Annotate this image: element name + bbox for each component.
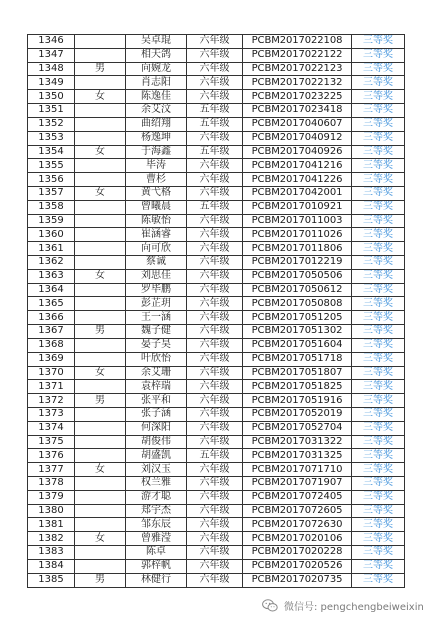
student-name-cell: 崔涵睿 bbox=[126, 228, 187, 242]
gender-cell bbox=[75, 76, 126, 90]
student-number-cell: 1368 bbox=[28, 338, 75, 352]
student-number-cell: 1354 bbox=[28, 145, 75, 159]
grade-cell: 五年级 bbox=[187, 117, 243, 131]
award-cell: 三等奖 bbox=[352, 242, 405, 256]
entry-code-cell: PCBM2017051205 bbox=[243, 311, 352, 325]
entry-code-cell: PCBM2017072605 bbox=[243, 504, 352, 518]
award-cell: 三等奖 bbox=[352, 131, 405, 145]
student-number-cell: 1378 bbox=[28, 477, 75, 491]
table-row bbox=[28, 573, 405, 587]
award-cell: 三等奖 bbox=[352, 173, 405, 187]
grade-cell: 六年级 bbox=[187, 269, 243, 283]
grade-cell: 六年级 bbox=[187, 559, 243, 573]
grade-cell: 六年级 bbox=[187, 463, 243, 477]
grade-cell: 六年级 bbox=[187, 546, 243, 560]
award-cell: 三等奖 bbox=[352, 90, 405, 104]
entry-code-cell: PCBM2017022132 bbox=[243, 76, 352, 90]
entry-code-cell: PCBM2017011003 bbox=[243, 214, 352, 228]
gender-cell bbox=[75, 407, 126, 421]
student-name-cell: 胡盛凯 bbox=[126, 449, 187, 463]
student-name-cell: 郑宇杰 bbox=[126, 504, 187, 518]
table-row bbox=[28, 62, 405, 76]
student-name-cell: 叶欣怡 bbox=[126, 352, 187, 366]
student-name-cell: 晏子昊 bbox=[126, 338, 187, 352]
entry-code-cell: PCBM2017022122 bbox=[243, 48, 352, 62]
award-cell: 三等奖 bbox=[352, 449, 405, 463]
student-number-cell: 1362 bbox=[28, 256, 75, 270]
gender-cell: 男 bbox=[75, 573, 126, 587]
gender-cell: 女 bbox=[75, 186, 126, 200]
grade-cell: 六年级 bbox=[187, 90, 243, 104]
student-name-cell: 刘汉玉 bbox=[126, 463, 187, 477]
table-row bbox=[28, 490, 405, 504]
grade-cell: 五年级 bbox=[187, 449, 243, 463]
award-cell: 三等奖 bbox=[352, 463, 405, 477]
entry-code-cell: PCBM2017042001 bbox=[243, 186, 352, 200]
gender-cell: 女 bbox=[75, 532, 126, 546]
entry-code-cell: PCBM2017072630 bbox=[243, 518, 352, 532]
table-row bbox=[28, 325, 405, 339]
student-name-cell: 黄弋格 bbox=[126, 186, 187, 200]
award-cell: 三等奖 bbox=[352, 490, 405, 504]
student-number-cell: 1380 bbox=[28, 504, 75, 518]
entry-code-cell: PCBM2017031322 bbox=[243, 435, 352, 449]
student-number-cell: 1353 bbox=[28, 131, 75, 145]
student-name-cell: 魏子健 bbox=[126, 325, 187, 339]
table-row bbox=[28, 214, 405, 228]
gender-cell bbox=[75, 256, 126, 270]
gender-cell: 女 bbox=[75, 463, 126, 477]
award-cell: 三等奖 bbox=[352, 159, 405, 173]
grade-cell: 六年级 bbox=[187, 159, 243, 173]
student-name-cell: 彭芷玥 bbox=[126, 297, 187, 311]
table-row bbox=[28, 48, 405, 62]
student-name-cell: 郭梓帆 bbox=[126, 559, 187, 573]
student-name-cell: 曹杉 bbox=[126, 173, 187, 187]
student-number-cell: 1375 bbox=[28, 435, 75, 449]
entry-code-cell: PCBM2017023225 bbox=[243, 90, 352, 104]
table-row bbox=[28, 338, 405, 352]
gender-cell bbox=[75, 311, 126, 325]
student-name-cell: 余艾汶 bbox=[126, 104, 187, 118]
gender-cell: 女 bbox=[75, 366, 126, 380]
student-name-cell: 刘思佳 bbox=[126, 269, 187, 283]
student-name-cell: 袁梓瑞 bbox=[126, 380, 187, 394]
award-cell: 三等奖 bbox=[352, 48, 405, 62]
award-cell: 三等奖 bbox=[352, 186, 405, 200]
grade-cell: 六年级 bbox=[187, 48, 243, 62]
student-name-cell: 吴卓琨 bbox=[126, 35, 187, 49]
award-cell: 三等奖 bbox=[352, 76, 405, 90]
student-name-cell: 罗毕鹏 bbox=[126, 283, 187, 297]
award-cell: 三等奖 bbox=[352, 559, 405, 573]
grade-cell: 五年级 bbox=[187, 104, 243, 118]
gender-cell: 男 bbox=[75, 325, 126, 339]
table-row bbox=[28, 104, 405, 118]
table-row bbox=[28, 477, 405, 491]
entry-code-cell: PCBM2017011806 bbox=[243, 242, 352, 256]
student-number-cell: 1347 bbox=[28, 48, 75, 62]
table-row bbox=[28, 228, 405, 242]
student-name-cell: 陈敏怡 bbox=[126, 214, 187, 228]
gender-cell bbox=[75, 35, 126, 49]
gender-cell bbox=[75, 504, 126, 518]
wechat-watermark bbox=[262, 598, 424, 613]
table-row bbox=[28, 407, 405, 421]
entry-code-cell: PCBM2017051916 bbox=[243, 394, 352, 408]
gender-cell bbox=[75, 242, 126, 256]
gender-cell bbox=[75, 518, 126, 532]
student-number-cell: 1367 bbox=[28, 325, 75, 339]
student-number-cell: 1366 bbox=[28, 311, 75, 325]
award-cell: 三等奖 bbox=[352, 338, 405, 352]
entry-code-cell: PCBM2017051302 bbox=[243, 325, 352, 339]
grade-cell: 六年级 bbox=[187, 228, 243, 242]
entry-code-cell: PCBM2017010921 bbox=[243, 200, 352, 214]
table-row bbox=[28, 435, 405, 449]
grade-cell: 六年级 bbox=[187, 490, 243, 504]
grade-cell: 六年级 bbox=[187, 325, 243, 339]
entry-code-cell: PCBM2017040607 bbox=[243, 117, 352, 131]
table-row bbox=[28, 159, 405, 173]
student-number-cell: 1355 bbox=[28, 159, 75, 173]
watermark-text: 微信号: pengchengbeiweixin bbox=[284, 602, 424, 613]
grade-cell: 六年级 bbox=[187, 173, 243, 187]
grade-cell: 六年级 bbox=[187, 352, 243, 366]
entry-code-cell: PCBM2017051604 bbox=[243, 338, 352, 352]
award-cell: 三等奖 bbox=[352, 297, 405, 311]
award-cell: 三等奖 bbox=[352, 380, 405, 394]
grade-cell: 六年级 bbox=[187, 338, 243, 352]
student-number-cell: 1351 bbox=[28, 104, 75, 118]
entry-code-cell: PCBM2017040926 bbox=[243, 145, 352, 159]
award-cell: 三等奖 bbox=[352, 62, 405, 76]
entry-code-cell: PCBM2017023418 bbox=[243, 104, 352, 118]
student-name-cell: 陈逸佳 bbox=[126, 90, 187, 104]
results-table bbox=[27, 34, 405, 588]
table-row bbox=[28, 131, 405, 145]
entry-code-cell: PCBM2017071710 bbox=[243, 463, 352, 477]
gender-cell: 女 bbox=[75, 90, 126, 104]
student-number-cell: 1377 bbox=[28, 463, 75, 477]
table-row bbox=[28, 380, 405, 394]
student-number-cell: 1350 bbox=[28, 90, 75, 104]
gender-cell: 女 bbox=[75, 269, 126, 283]
award-cell: 三等奖 bbox=[352, 435, 405, 449]
student-name-cell: 曾曦晨 bbox=[126, 200, 187, 214]
table-row bbox=[28, 504, 405, 518]
entry-code-cell: PCBM2017012219 bbox=[243, 256, 352, 270]
grade-cell: 六年级 bbox=[187, 131, 243, 145]
table-row bbox=[28, 518, 405, 532]
student-number-cell: 1365 bbox=[28, 297, 75, 311]
wechat-icon bbox=[262, 599, 278, 612]
gender-cell bbox=[75, 490, 126, 504]
grade-cell: 五年级 bbox=[187, 200, 243, 214]
table-row bbox=[28, 532, 405, 546]
student-number-cell: 1372 bbox=[28, 394, 75, 408]
student-name-cell: 向婉龙 bbox=[126, 62, 187, 76]
gender-cell bbox=[75, 104, 126, 118]
student-number-cell: 1374 bbox=[28, 421, 75, 435]
gender-cell bbox=[75, 214, 126, 228]
entry-code-cell: PCBM2017011026 bbox=[243, 228, 352, 242]
student-number-cell: 1373 bbox=[28, 407, 75, 421]
gender-cell bbox=[75, 200, 126, 214]
award-cell: 三等奖 bbox=[352, 421, 405, 435]
gender-cell bbox=[75, 338, 126, 352]
award-cell: 三等奖 bbox=[352, 145, 405, 159]
student-name-cell: 游才聪 bbox=[126, 490, 187, 504]
student-name-cell: 曾雅滢 bbox=[126, 532, 187, 546]
entry-code-cell: PCBM2017031325 bbox=[243, 449, 352, 463]
grade-cell: 六年级 bbox=[187, 283, 243, 297]
table-row bbox=[28, 76, 405, 90]
grade-cell: 六年级 bbox=[187, 62, 243, 76]
gender-cell bbox=[75, 449, 126, 463]
entry-code-cell: PCBM2017041216 bbox=[243, 159, 352, 173]
student-name-cell: 曲绍翔 bbox=[126, 117, 187, 131]
student-number-cell: 1363 bbox=[28, 269, 75, 283]
table-row bbox=[28, 421, 405, 435]
student-number-cell: 1384 bbox=[28, 559, 75, 573]
grade-cell: 六年级 bbox=[187, 394, 243, 408]
grade-cell: 六年级 bbox=[187, 477, 243, 491]
entry-code-cell: PCBM2017040912 bbox=[243, 131, 352, 145]
student-name-cell: 余艾珊 bbox=[126, 366, 187, 380]
student-number-cell: 1357 bbox=[28, 186, 75, 200]
grade-cell: 六年级 bbox=[187, 297, 243, 311]
award-cell: 三等奖 bbox=[352, 366, 405, 380]
student-name-cell: 杨逸坤 bbox=[126, 131, 187, 145]
entry-code-cell: PCBM2017022108 bbox=[243, 35, 352, 49]
table-row bbox=[28, 186, 405, 200]
grade-cell: 六年级 bbox=[187, 380, 243, 394]
gender-cell bbox=[75, 159, 126, 173]
award-cell: 三等奖 bbox=[352, 352, 405, 366]
entry-code-cell: PCBM2017072405 bbox=[243, 490, 352, 504]
student-name-cell: 于海鑫 bbox=[126, 145, 187, 159]
grade-cell: 六年级 bbox=[187, 76, 243, 90]
award-cell: 三等奖 bbox=[352, 256, 405, 270]
grade-cell: 六年级 bbox=[187, 518, 243, 532]
results-table-body bbox=[28, 35, 405, 588]
award-cell: 三等奖 bbox=[352, 407, 405, 421]
table-row bbox=[28, 559, 405, 573]
student-number-cell: 1358 bbox=[28, 200, 75, 214]
award-cell: 三等奖 bbox=[352, 477, 405, 491]
student-name-cell: 权兰雅 bbox=[126, 477, 187, 491]
award-cell: 三等奖 bbox=[352, 325, 405, 339]
student-number-cell: 1369 bbox=[28, 352, 75, 366]
gender-cell bbox=[75, 477, 126, 491]
grade-cell: 五年级 bbox=[187, 145, 243, 159]
table-row bbox=[28, 256, 405, 270]
award-cell: 三等奖 bbox=[352, 573, 405, 587]
entry-code-cell: PCBM2017052019 bbox=[243, 407, 352, 421]
student-name-cell: 毕涛 bbox=[126, 159, 187, 173]
grade-cell: 六年级 bbox=[187, 407, 243, 421]
grade-cell: 六年级 bbox=[187, 366, 243, 380]
gender-cell: 男 bbox=[75, 62, 126, 76]
gender-cell: 男 bbox=[75, 394, 126, 408]
entry-code-cell: PCBM2017051718 bbox=[243, 352, 352, 366]
award-cell: 三等奖 bbox=[352, 228, 405, 242]
student-name-cell: 胡俊伟 bbox=[126, 435, 187, 449]
student-number-cell: 1352 bbox=[28, 117, 75, 131]
table-row bbox=[28, 269, 405, 283]
gender-cell bbox=[75, 228, 126, 242]
table-row bbox=[28, 394, 405, 408]
entry-code-cell: PCBM2017071907 bbox=[243, 477, 352, 491]
table-row bbox=[28, 297, 405, 311]
entry-code-cell: PCBM2017051807 bbox=[243, 366, 352, 380]
gender-cell bbox=[75, 380, 126, 394]
award-cell: 三等奖 bbox=[352, 504, 405, 518]
student-number-cell: 1360 bbox=[28, 228, 75, 242]
award-cell: 三等奖 bbox=[352, 104, 405, 118]
table-row bbox=[28, 311, 405, 325]
grade-cell: 六年级 bbox=[187, 311, 243, 325]
student-name-cell: 蔡诚 bbox=[126, 256, 187, 270]
award-cell: 三等奖 bbox=[352, 35, 405, 49]
grade-cell: 六年级 bbox=[187, 435, 243, 449]
entry-code-cell: PCBM2017041226 bbox=[243, 173, 352, 187]
student-number-cell: 1371 bbox=[28, 380, 75, 394]
table-row bbox=[28, 117, 405, 131]
grade-cell: 六年级 bbox=[187, 532, 243, 546]
grade-cell: 六年级 bbox=[187, 256, 243, 270]
gender-cell bbox=[75, 352, 126, 366]
grade-cell: 六年级 bbox=[187, 35, 243, 49]
gender-cell bbox=[75, 546, 126, 560]
award-cell: 三等奖 bbox=[352, 546, 405, 560]
gender-cell bbox=[75, 297, 126, 311]
award-cell: 三等奖 bbox=[352, 117, 405, 131]
student-number-cell: 1364 bbox=[28, 283, 75, 297]
gender-cell bbox=[75, 283, 126, 297]
entry-code-cell: PCBM2017051825 bbox=[243, 380, 352, 394]
student-name-cell: 张子涵 bbox=[126, 407, 187, 421]
entry-code-cell: PCBM2017020228 bbox=[243, 546, 352, 560]
student-number-cell: 1370 bbox=[28, 366, 75, 380]
award-cell: 三等奖 bbox=[352, 311, 405, 325]
table-row bbox=[28, 35, 405, 49]
award-cell: 三等奖 bbox=[352, 518, 405, 532]
grade-cell: 六年级 bbox=[187, 421, 243, 435]
student-name-cell: 王一涵 bbox=[126, 311, 187, 325]
award-cell: 三等奖 bbox=[352, 394, 405, 408]
entry-code-cell: PCBM2017020735 bbox=[243, 573, 352, 587]
gender-cell bbox=[75, 173, 126, 187]
table-row bbox=[28, 463, 405, 477]
student-number-cell: 1349 bbox=[28, 76, 75, 90]
student-number-cell: 1381 bbox=[28, 518, 75, 532]
table-row bbox=[28, 283, 405, 297]
student-number-cell: 1356 bbox=[28, 173, 75, 187]
student-number-cell: 1383 bbox=[28, 546, 75, 560]
table-row bbox=[28, 242, 405, 256]
student-name-cell: 相天鸽 bbox=[126, 48, 187, 62]
table-row bbox=[28, 546, 405, 560]
gender-cell bbox=[75, 559, 126, 573]
student-number-cell: 1359 bbox=[28, 214, 75, 228]
grade-cell: 六年级 bbox=[187, 504, 243, 518]
student-name-cell: 何深阳 bbox=[126, 421, 187, 435]
student-name-cell: 肖志阳 bbox=[126, 76, 187, 90]
award-cell: 三等奖 bbox=[352, 269, 405, 283]
student-name-cell: 陈卓 bbox=[126, 546, 187, 560]
student-number-cell: 1346 bbox=[28, 35, 75, 49]
gender-cell: 女 bbox=[75, 145, 126, 159]
table-row bbox=[28, 352, 405, 366]
entry-code-cell: PCBM2017052704 bbox=[243, 421, 352, 435]
gender-cell bbox=[75, 131, 126, 145]
entry-code-cell: PCBM2017022123 bbox=[243, 62, 352, 76]
table-row bbox=[28, 366, 405, 380]
student-number-cell: 1348 bbox=[28, 62, 75, 76]
entry-code-cell: PCBM2017020526 bbox=[243, 559, 352, 573]
student-name-cell: 向可欣 bbox=[126, 242, 187, 256]
entry-code-cell: PCBM2017020106 bbox=[243, 532, 352, 546]
entry-code-cell: PCBM2017050506 bbox=[243, 269, 352, 283]
entry-code-cell: PCBM2017050808 bbox=[243, 297, 352, 311]
award-cell: 三等奖 bbox=[352, 283, 405, 297]
gender-cell bbox=[75, 435, 126, 449]
student-number-cell: 1382 bbox=[28, 532, 75, 546]
grade-cell: 六年级 bbox=[187, 573, 243, 587]
student-number-cell: 1385 bbox=[28, 573, 75, 587]
student-name-cell: 张平和 bbox=[126, 394, 187, 408]
table-row bbox=[28, 173, 405, 187]
award-cell: 三等奖 bbox=[352, 214, 405, 228]
gender-cell bbox=[75, 117, 126, 131]
student-number-cell: 1379 bbox=[28, 490, 75, 504]
student-number-cell: 1361 bbox=[28, 242, 75, 256]
student-name-cell: 邹东辰 bbox=[126, 518, 187, 532]
gender-cell bbox=[75, 48, 126, 62]
award-cell: 三等奖 bbox=[352, 532, 405, 546]
gender-cell bbox=[75, 421, 126, 435]
table-row bbox=[28, 90, 405, 104]
grade-cell: 六年级 bbox=[187, 186, 243, 200]
grade-cell: 六年级 bbox=[187, 214, 243, 228]
table-row bbox=[28, 200, 405, 214]
grade-cell: 六年级 bbox=[187, 242, 243, 256]
student-number-cell: 1376 bbox=[28, 449, 75, 463]
student-name-cell: 林健行 bbox=[126, 573, 187, 587]
entry-code-cell: PCBM2017050612 bbox=[243, 283, 352, 297]
table-row bbox=[28, 449, 405, 463]
award-cell: 三等奖 bbox=[352, 200, 405, 214]
table-row bbox=[28, 145, 405, 159]
